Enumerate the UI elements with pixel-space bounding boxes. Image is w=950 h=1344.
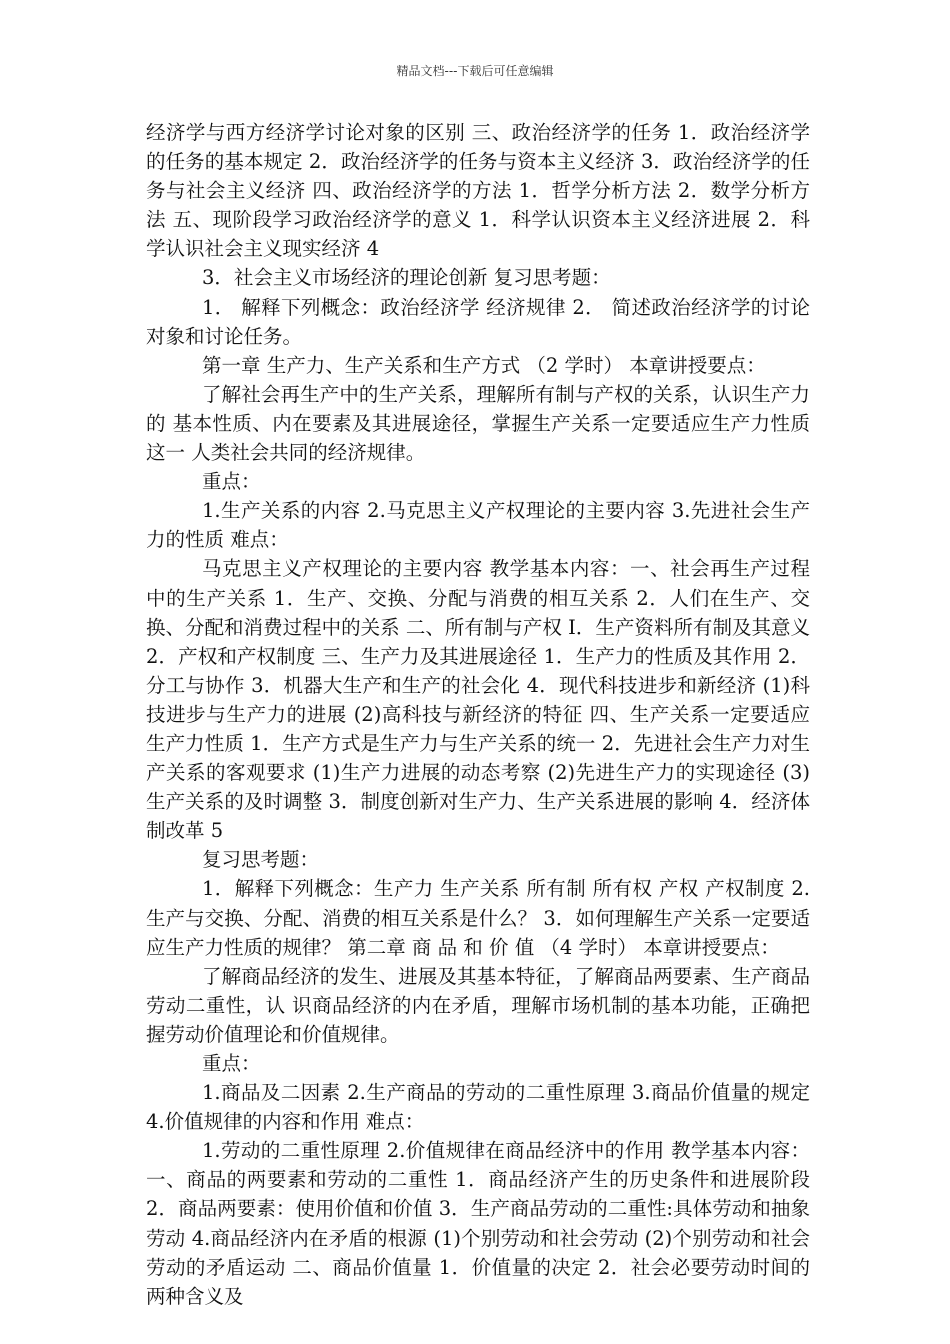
page-header: 精品文档---下载后可任意编辑 — [396, 64, 554, 78]
chapter-one-review-questions: 1．解释下列概念：生产力 生产关系 所有制 所有权 产权 产权制度 2.生产与交换、分配、消费的相互关系是什么？ 3．如何理解生产关系一定要适应生产力性质的规律？ 第二章 商 品 和 价 值 （4 学时） 本章讲授要点： — [146, 877, 810, 959]
chapter-two-key-points-label: 重点： — [202, 1052, 261, 1075]
paragraph-continuation: 经济学与西方经济学讨论对象的区别 三、政治经济学的任务 1．政治经济学的任务的基本规定 2．政治经济学的任务与资本主义经济 3．政治经济学的任务与社会主义经济 四、政治经济学的方法 1．哲学分析方法 2．数学分析方法 五、现阶段学习政治经济学的意义 1．科学认识资本主义经济进展 2．科学认识社会主义现实经济 4 — [146, 121, 810, 261]
chapter-one-key-points-label: 重点： — [202, 470, 261, 494]
chapter-two-key-points: 1.商品及二因素 2.生产商品的劳动的二重性原理 3.商品价值量的规定 4.价值规律的内容和作用 难点： — [146, 1081, 810, 1134]
chapter-one-heading: 第一章 生产力、生产关系和生产方式 （2 学时） 本章讲授要点： — [202, 353, 766, 377]
paragraph-review-intro: 1． 解释下列概念：政治经济学 经济规律 2． 简述政治经济学的讨论对象和讨论任务。 — [146, 295, 810, 348]
chapter-one-review-label: 复习思考题： — [202, 848, 320, 872]
paragraph-innovation: 3．社会主义市场经济的理论创新 复习思考题： — [202, 266, 611, 290]
chapter-one-key-points: 1.生产关系的内容 2.马克思主义产权理论的主要内容 3.先进社会生产力的性质 难点： — [146, 499, 810, 552]
chapter-one-content: 马克思主义产权理论的主要内容 教学基本内容：一、社会再生产过程中的生产关系 1．生产、交换、分配与消费的相互关系 2．人们在生产、交换、分配和消费过程中的关系 二、所有制与产权 I．生产资料所有制及其意义 2．产权和产权制度 三、生产力及其进展途径 1．生产力的性质及其作用 2．分工与协作 3．机器大生产和生产的社会化 4．现代科技进步和新经济 (1)科技进步与生产力的进展 (2)高科技与新经济的特征 四、生产关系一定要适应生产力性质 1．生产方式是生产力与生产关系的统一 2．先进社会生产力对生产关系的客观要求 (1)生产力进展的动态考察 (2)先进生产力的实现途径 (3)生产关系的及时调整 3．制度创新对生产力、生产关系进展的影响 4．经济体制改革 5 — [146, 557, 810, 843]
chapter-two-content: 1.劳动的二重性原理 2.价值规律在商品经济中的作用 教学基本内容：一、商品的两要素和劳动的二重性 1．商品经济产生的历史条件和进展阶段 2．商品两要素：使用价值和价值 3．生产商品劳动的二重性:具体劳动和抽象劳动 4.商品经济内在矛盾的根源 (1)个别劳动和社会劳动 (2)个别劳动和社会劳动的矛盾运动 二、商品价值量 1．价值量的决定 2．社会必要劳动时间的两种含义及 — [146, 1139, 810, 1308]
document-body — [146, 118, 810, 1311]
chapter-one-objectives: 了解社会再生产中的生产关系，理解所有制与产权的关系，认识生产力的 基本性质、内在要素及其进展途径，掌握生产关系一定要适应生产力性质这一 人类社会共同的经济规律。 — [146, 382, 810, 465]
chapter-two-objectives: 了解商品经济的发生、进展及其基本特征，了解商品两要素、生产商品劳动二重性，认 识商品经济的内在矛盾，理解市场机制的基本功能，正确把握劳动价值理论和价值规律。 — [146, 964, 810, 1046]
